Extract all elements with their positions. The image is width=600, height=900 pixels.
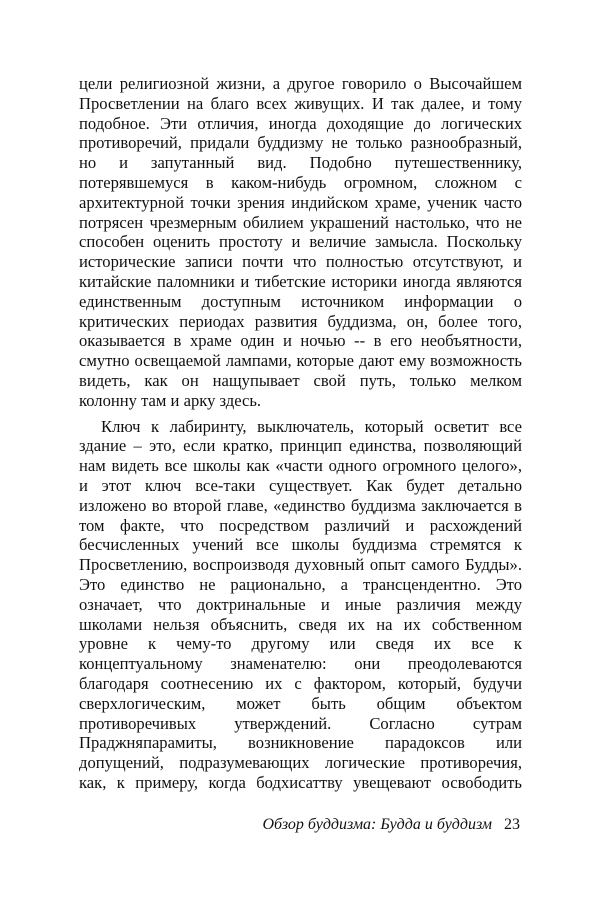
text-line: том факте, что посредством различий и расхождений [79, 515, 522, 535]
text-line: и этот ключ все-таки существует. Как будет детально [79, 475, 522, 495]
text-line: изложено во второй главе, «единство буддизма заключается в [79, 495, 522, 515]
text-line: оказывается в храме один и ночью -- в его необъятности, [79, 331, 522, 351]
text-line: нам видеть все школы как «части одного огромного целого», [79, 456, 522, 476]
page-number: 23 [504, 816, 520, 833]
text-line: смутно освещаемой лампами, которые дают ему возможность [79, 351, 522, 371]
text-line: школами нельзя объяснить, сведя их на их собственном [79, 614, 522, 634]
text-line: Это единство не рационально, а трансцендентно. Это [79, 574, 522, 594]
text-line: здание – это, если кратко, принцип единства, позволяющий [79, 436, 522, 456]
text-line: архитектурной точки зрения индийском храме, ученик часто [79, 192, 522, 212]
text-line: благодаря соотнесению их с фактором, который, будучи [79, 673, 522, 693]
text-line: уровне к чему-то другому или сведя их все к [79, 634, 522, 654]
text-line: потерявшемуся в каком-нибудь огромном, сложном с [79, 172, 522, 192]
text-line: единственным доступным источником информации о [79, 291, 522, 311]
text-line: Просветлении на благо всех живущих. И так далее, и тому [79, 93, 522, 113]
text-line: концептуальному знаменателю: они преодолеваются [79, 654, 522, 674]
text-line: критических периодах развития буддизма, он, более того, [79, 311, 522, 331]
text-line: сверхлогическим, может быть общим объектом [79, 693, 522, 713]
text-line: допущений, подразумевающих логические противоречия, [79, 753, 522, 773]
text-line: означает, что доктринальные и иные различия между [79, 594, 522, 614]
text-line: противоречий, придали буддизму не только разнообразный, [79, 133, 522, 153]
paragraph-2 [79, 417, 522, 793]
text-line: Праджняпарамиты, возникновение парадоксов или [79, 733, 522, 753]
page-body [79, 74, 522, 793]
text-line: колонну там и арку здесь. [79, 390, 262, 410]
text-line: видеть, как он нащупывает свой путь, только мелком [79, 370, 522, 390]
page-footer [263, 816, 521, 834]
text-line: способен оценить простоту и величие замысла. Поскольку [79, 232, 522, 252]
text-line: бесчисленных учений все школы буддизма стремятся к [79, 535, 522, 555]
text-line: Просветлению, воспроизводя духовный опыт самого Будды». [79, 555, 522, 575]
text-line: цели религиозной жизни, а другое говорило о Высочайшем [79, 74, 522, 93]
text-line: подобное. Эти отличия, иногда доходящие до логических [79, 113, 522, 133]
text-line: китайские паломники и тибетские историки иногда являются [79, 271, 522, 291]
text-line: исторические записи почти что полностью отсутствуют, и [79, 252, 522, 272]
text-line: Ключ к лабиринту, выключатель, который осветит все [101, 416, 522, 436]
running-title: Обзор буддизма: Будда и буддизм [262, 816, 492, 833]
text-line: противоречивых утверждений. Согласно сутрам [79, 713, 522, 733]
paragraph-1 [79, 74, 522, 411]
text-line: но и запутанный вид. Подобно путешественнику, [79, 153, 522, 173]
text-line: потрясен чрезмерным обилием украшений настолько, что не [79, 212, 522, 232]
text-line: как, к примеру, когда бодхисаттву увещевают освободить [79, 772, 522, 792]
